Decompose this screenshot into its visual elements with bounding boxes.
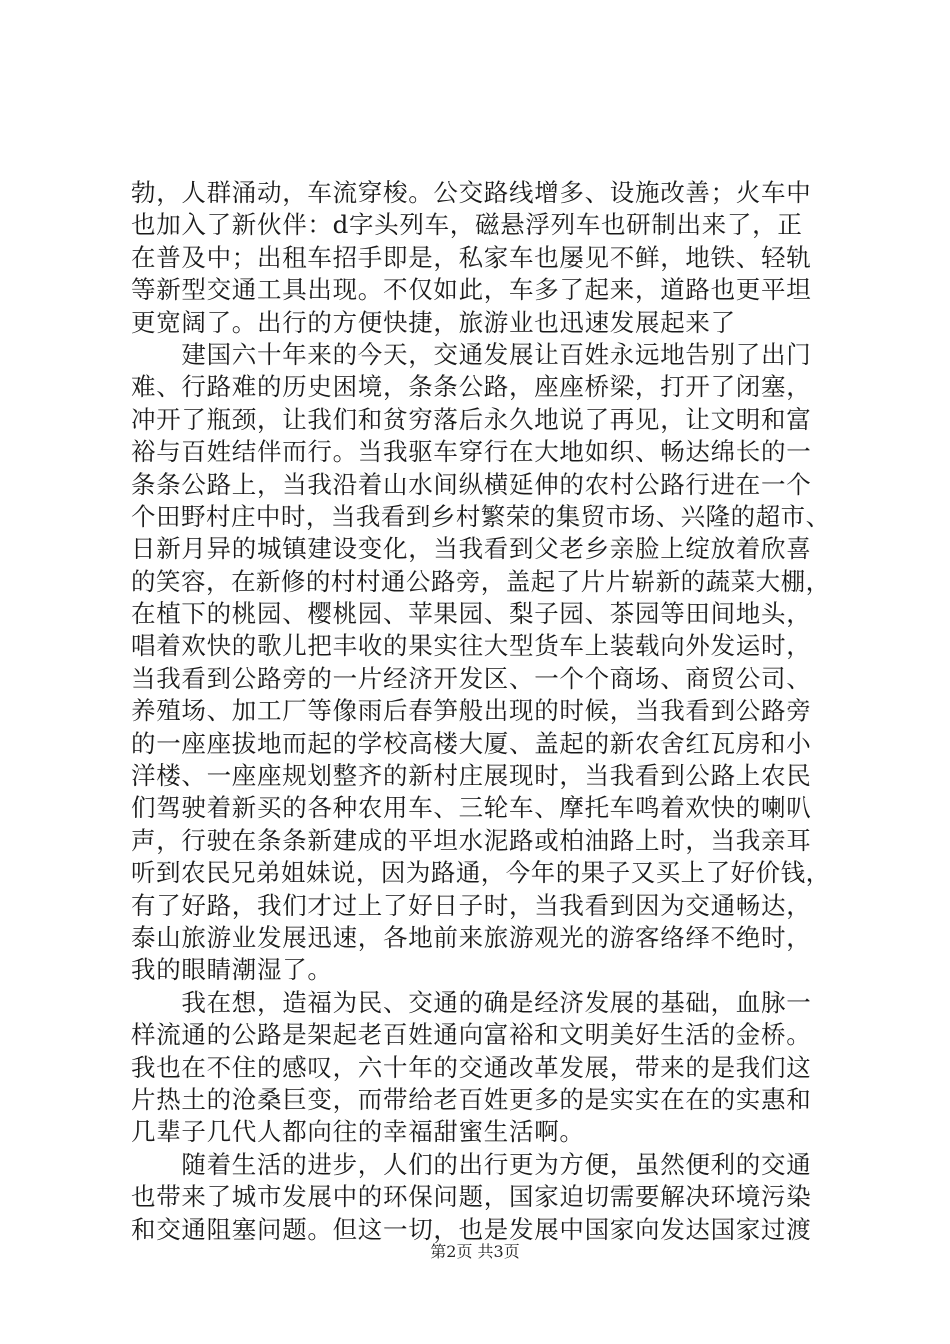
- text-line: 洋楼、一座座规划整齐的新村庄展现时，当我看到公路上农民: [131, 761, 812, 791]
- text-line: 的一座座拔地而起的学校高楼大厦、盖起的新农舍红瓦房和小: [131, 728, 812, 758]
- text-line: 在植下的桃园、樱桃园、苹果园、梨子园、茶园等田间地头，: [131, 599, 812, 629]
- text-line: 我的眼睛潮湿了。: [131, 955, 333, 985]
- text-line: 的笑容，在新修的村村通公路旁，盖起了片片崭新的蔬菜大棚，: [131, 566, 831, 596]
- text-line: 也带来了城市发展中的环保问题，国家迫切需要解决环境污染: [131, 1182, 812, 1212]
- text-line: 当我看到公路旁的一片经济开发区、一个个商场、商贸公司、: [131, 663, 812, 693]
- body-text: [131, 177, 831, 1246]
- text-line: 个田野村庄中时，当我看到乡村繁荣的集贸市场、兴隆的超市、: [131, 501, 831, 531]
- text-line: 也加入了新伙伴：d字头列车，磁悬浮列车也研制出来了，正: [131, 210, 803, 240]
- text-line: 我也在不住的感叹，六十年的交通改革发展，带来的是我们这: [131, 1052, 812, 1082]
- text-line: 条条公路上，当我沿着山水间纵横延伸的农村公路行进在一个: [131, 469, 812, 499]
- text-line: 声，行驶在条条新建成的平坦水泥路或柏油路上时，当我亲耳: [131, 825, 812, 855]
- text-line: 日新月异的城镇建设变化，当我看到父老乡亲脸上绽放着欣喜: [131, 534, 812, 564]
- text-line: 裕与百姓结伴而行。当我驱车穿行在大地如织、畅达绵长的一: [131, 437, 812, 467]
- text-line: 在普及中；出租车招手即是，私家车也屡见不鲜，地铁、轻轨: [131, 242, 812, 272]
- text-line: 样流通的公路是架起老百姓通向富裕和文明美好生活的金桥。: [131, 1020, 812, 1050]
- text-line: 唱着欢快的歌儿把丰收的果实往大型货车上装载向外发运时，: [131, 631, 812, 661]
- text-line: 冲开了瓶颈，让我们和贫穷落后永久地说了再见，让文明和富: [131, 404, 812, 434]
- text-line: 更宽阔了。出行的方便快捷，旅游业也迅速发展起来了: [131, 307, 736, 337]
- text-line: 随着生活的进步，人们的出行更为方便，虽然便利的交通: [131, 1149, 812, 1179]
- text-line: 泰山旅游业发展迅速，各地前来旅游观光的游客络绎不绝时，: [131, 922, 812, 952]
- text-line: 听到农民兄弟姐妹说，因为路通，今年的果子又买上了好价钱，: [131, 858, 831, 888]
- text-line: 有了好路，我们才过上了好日子时，当我看到因为交通畅达，: [131, 890, 812, 920]
- text-line: 养殖场、加工厂等像雨后春笋般出现的时候，当我看到公路旁: [131, 696, 812, 726]
- text-line: 等新型交通工具出现。不仅如此，车多了起来，道路也更平坦: [131, 275, 812, 305]
- text-line: 片热土的沧桑巨变，而带给老百姓更多的是实实在在的实惠和: [131, 1084, 812, 1114]
- text-line: 难、行路难的历史困境，条条公路，座座桥梁，打开了闭塞，: [131, 372, 812, 402]
- text-line: 和交通阻塞问题。但这一切，也是发展中国家向发达国家过渡: [131, 1214, 812, 1244]
- text-line: 建国六十年来的今天，交通发展让百姓永远地告别了出门: [131, 339, 812, 369]
- page-footer: 第2页 共3页: [430, 1242, 520, 1261]
- text-line: 我在想，造福为民、交通的确是经济发展的基础，血脉一: [131, 987, 812, 1017]
- text-line: 们驾驶着新买的各种农用车、三轮车、摩托车鸣着欢快的喇叭: [131, 793, 812, 823]
- text-line: 勃，人群涌动，车流穿梭。公交路线增多、设施改善；火车中: [131, 178, 812, 207]
- text-line: 几辈子几代人都向往的幸福甜蜜生活啊。: [131, 1117, 585, 1147]
